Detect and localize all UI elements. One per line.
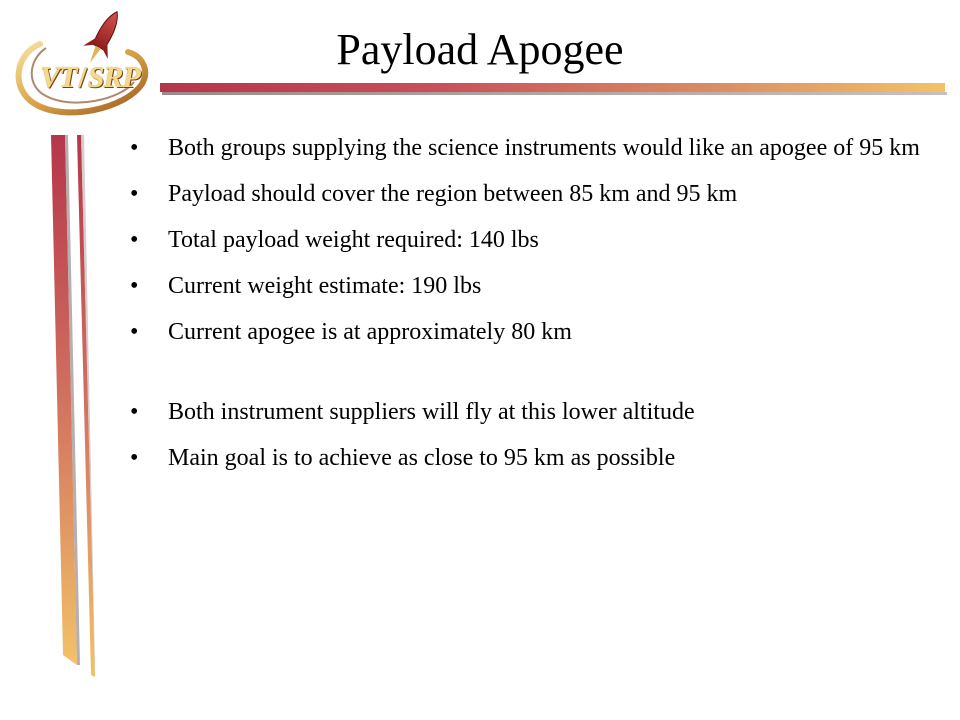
- bullet-item: [126, 316, 946, 348]
- bullet-list: [126, 128, 946, 474]
- bullet-item: [126, 178, 946, 210]
- bullet-item: [126, 224, 946, 256]
- logo-text-srp: SRP: [87, 61, 140, 94]
- bullet-marker: •: [130, 273, 139, 299]
- bullet-item: [126, 270, 946, 302]
- bullet-text: Payload should cover the region between 85 km and 95 km: [168, 181, 738, 207]
- bullet-marker: •: [130, 181, 139, 207]
- bullet-item: [126, 396, 946, 428]
- bullet-marker: •: [130, 319, 139, 345]
- title-underline-shadow: [162, 92, 947, 95]
- slide-title: Payload Apogee: [336, 25, 624, 74]
- bullet-marker: •: [130, 399, 139, 425]
- bullet-text: Both instrument suppliers will fly at this lower altitude: [168, 399, 695, 425]
- bullet-text: Current apogee is at approximately 80 km: [168, 319, 572, 345]
- bullet-item: [126, 132, 946, 164]
- bullet-text: Main goal is to achieve as close to 95 km as possible: [168, 445, 676, 471]
- logo-text-vt: VT: [40, 61, 77, 94]
- title-underline-bar: [160, 83, 945, 92]
- bullet-marker: •: [130, 135, 139, 161]
- left-vertical-bar: [51, 135, 95, 677]
- bullet-text: Total payload weight required: 140 lbs: [168, 227, 539, 253]
- bullet-marker: •: [130, 445, 139, 471]
- bullet-item: [126, 442, 946, 474]
- bullet-text: Current weight estimate: 190 lbs: [168, 273, 482, 299]
- logo-text-separator: /: [78, 61, 86, 94]
- bullet-marker: •: [130, 227, 139, 253]
- bullet-text: Both groups supplying the science instruments would like an apogee of 95 km: [168, 135, 920, 161]
